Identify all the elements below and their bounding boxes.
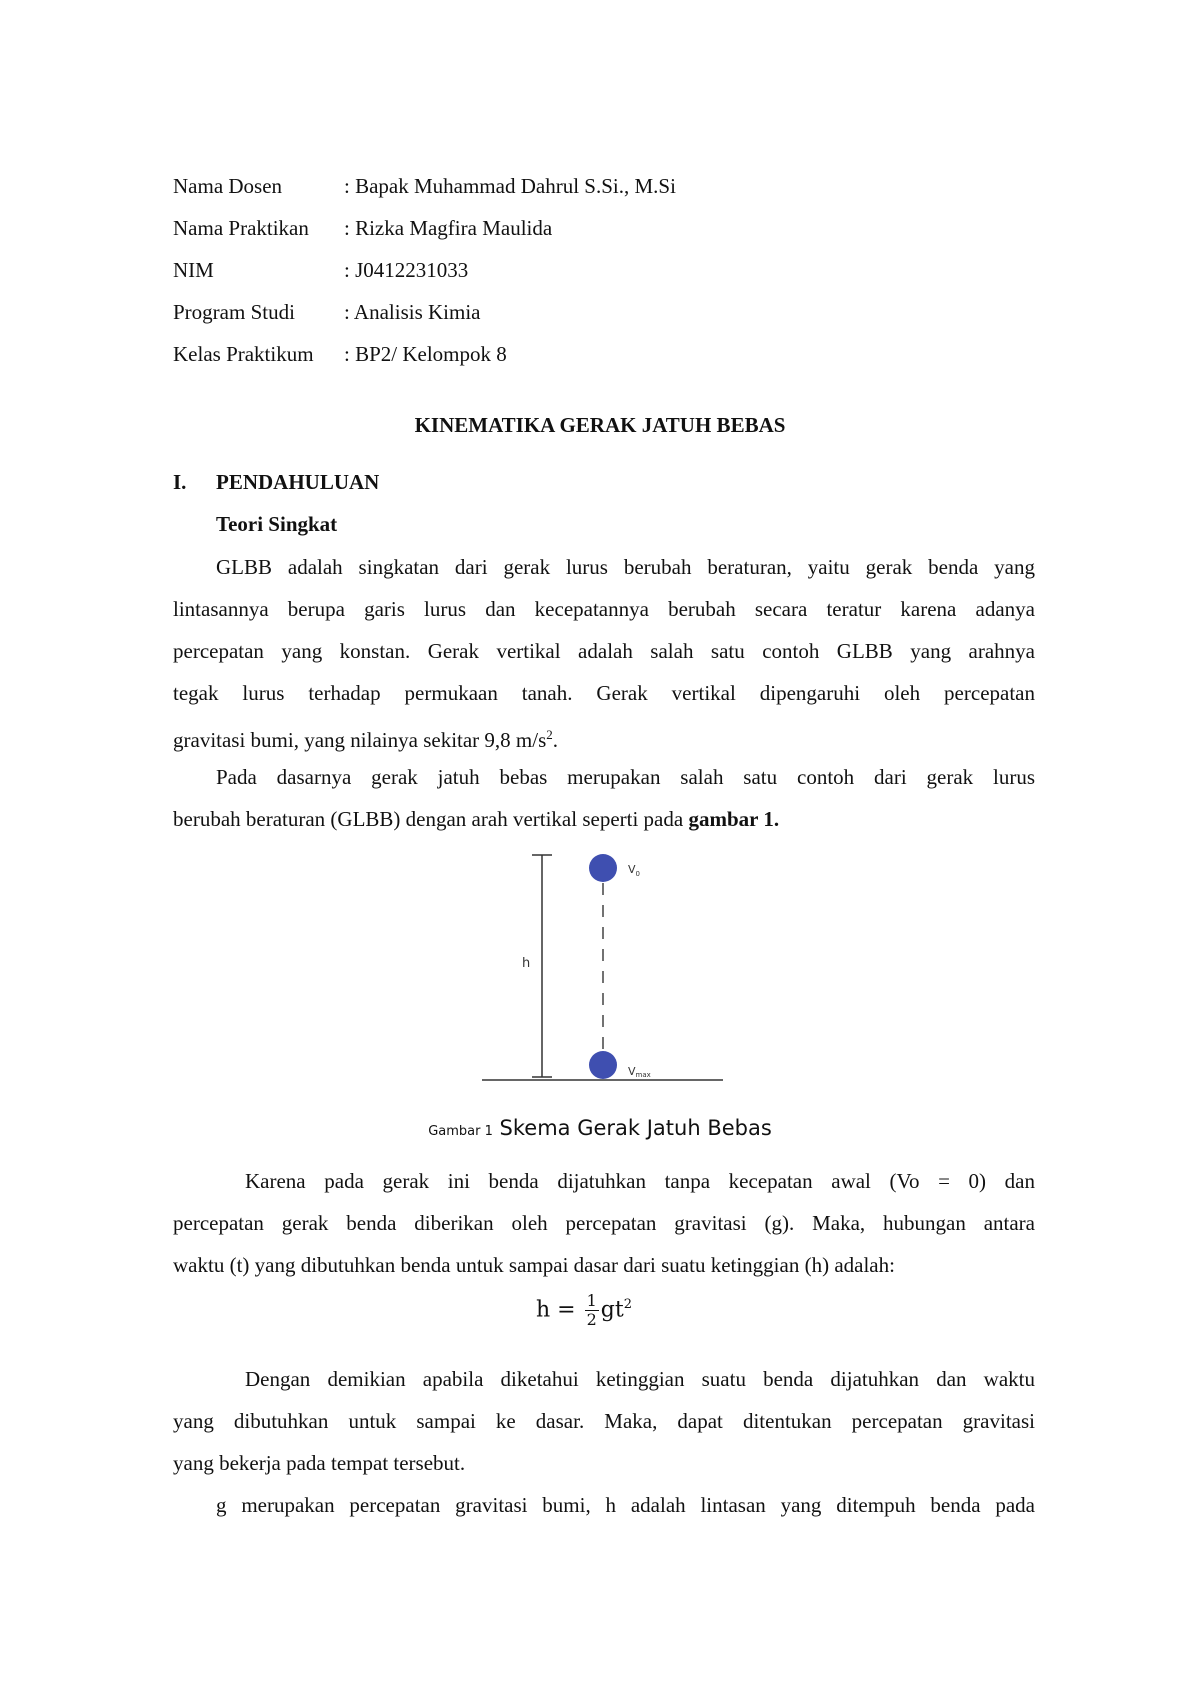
paragraph-glbb [173, 546, 1035, 756]
subsection-heading: Teori Singkat [216, 512, 338, 536]
paragraph-line [173, 798, 1035, 840]
fraction-denominator: 2 [586, 1310, 597, 1329]
figure-caption [0, 1113, 1200, 1147]
paragraph-line: Pada dasarnya gerak jatuh bebas merupakan salah satu contoh dari gerak lurus [216, 765, 1035, 789]
document-title: KINEMATIKA GERAK JATUH BEBAS [414, 413, 786, 437]
paragraph-line: percepatan gerak benda diberikan oleh percepatan gravitasi (g). Maka, hubungan antara [173, 1211, 1035, 1235]
ball-top [589, 854, 617, 882]
caption-text: Skema Gerak Jatuh Bebas [499, 1116, 772, 1140]
value-nama-praktikan: : Rizka Magfira Maulida [344, 216, 553, 240]
paragraph-definisi [173, 1484, 1035, 1526]
paragraph-line: Karena pada gerak ini benda dijatuhkan tanpa kecepatan awal (Vo = 0) dan [245, 1169, 1035, 1193]
formula-fraction [585, 1292, 599, 1329]
paragraph-period: . [552, 728, 559, 752]
value-nama-dosen: : Bapak Muhammad Dahrul S.Si., M.Si [344, 174, 676, 198]
paragraph-line: tegak lurus terhadap permukaan tanah. Gerak vertikal dipengaruhi oleh percepatan [173, 681, 1035, 705]
paragraph-line: percepatan yang konstan. Gerak vertikal adalah salah satu contoh GLBB yang arahnya [173, 639, 1035, 663]
label-nama-dosen: Nama Dosen [173, 174, 283, 198]
value-kelas-praktikum: : BP2/ Kelompok 8 [344, 342, 507, 366]
height-label: h [522, 956, 531, 971]
value-program-studi: : Analisis Kimia [344, 300, 481, 324]
section-heading: PENDAHULUAN [216, 470, 380, 494]
paragraph-line: GLBB adalah singkatan dari gerak lurus berubah beraturan, yaitu gerak benda yang [216, 555, 1035, 579]
paragraph-line: waktu (t) yang dibutuhkan benda untuk sampai dasar dari suatu ketinggian (h) adalah: [173, 1253, 895, 1277]
label-program-studi: Program Studi [173, 300, 295, 324]
label-nama-praktikan: Nama Praktikan [173, 216, 309, 240]
formula-exponent: 2 [623, 1297, 633, 1313]
paragraph-kesimpulan [173, 1358, 1035, 1484]
free-fall-formula [536, 1292, 632, 1329]
paragraph-line: Dengan demikian apabila diketahui ketinggian suatu benda dijatuhkan dan waktu [245, 1367, 1035, 1391]
figure-reference: gambar 1. [688, 807, 780, 831]
paragraph-line [173, 714, 1035, 756]
fraction-numerator: 1 [586, 1291, 597, 1310]
paragraph-line: g merupakan percepatan gravitasi bumi, h adalah lintasan yang ditempuh benda pada [216, 1493, 1035, 1517]
value-nim: : J0412231033 [344, 258, 469, 282]
paragraph-line: yang dibutuhkan untuk sampai ke dasar. Maka, dapat ditentukan percepatan gravitasi [173, 1409, 1035, 1433]
paragraph-text: gravitasi bumi, yang nilainya sekitar 9,8 m/s [173, 728, 547, 752]
unit-exponent: 2 [546, 727, 553, 742]
free-fall-diagram [470, 845, 740, 1095]
paragraph-hubungan [173, 1160, 1035, 1286]
initial-velocity-label: $V_0$ [628, 863, 640, 878]
label-kelas-praktikum: Kelas Praktikum [173, 342, 314, 366]
paragraph-text: berubah beraturan (GLBB) dengan arah vertikal seperti pada [173, 807, 689, 831]
formula-lhs: h = [536, 1297, 576, 1323]
formula-rhs: gt [600, 1297, 624, 1323]
paragraph-gerak-jatuh-bebas [173, 756, 1035, 840]
ball-bottom [589, 1051, 617, 1079]
max-velocity-label: Vmax [628, 1065, 651, 1079]
section-number: I. [173, 470, 187, 494]
paragraph-line: yang bekerja pada tempat tersebut. [173, 1451, 466, 1475]
caption-prefix: Gambar 1 [428, 1124, 493, 1139]
free-fall-svg [470, 845, 740, 1095]
label-nim: NIM [173, 258, 214, 282]
paragraph-line: lintasannya berupa garis lurus dan kecepatannya berubah secara teratur karena adanya [173, 597, 1035, 621]
